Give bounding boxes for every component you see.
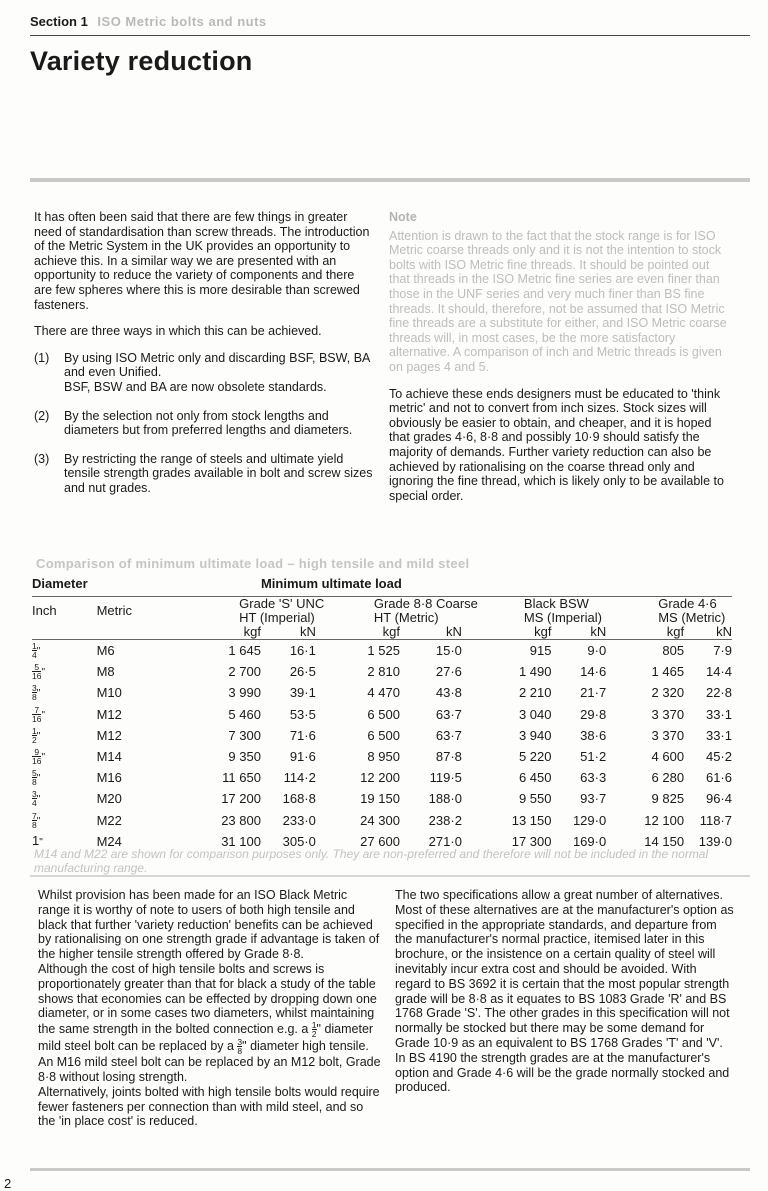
kn-cell: 188·0 [428, 791, 462, 807]
kgf-cell: 17 200 [221, 791, 261, 807]
fraction-numerator: 3 [237, 1037, 243, 1048]
kn-cell: 14·6 [580, 664, 607, 680]
inch-header: Inch [32, 603, 57, 618]
table-row [32, 704, 732, 725]
group-header-row-1 [32, 597, 732, 612]
kgf-cell: 13 150 [511, 812, 552, 828]
kgf-cell: 17 300 [511, 833, 552, 849]
alternatives-paragraph: Most of these alternatives are at the manufacturer's option as specified in the appropriate standards, and departure from the manufacturer's normal practice, itemised later in this brochure, or the insistence on a certain quality of steel will inevitably incur extra cost and should be avoided. With regard to BS 3692 it is certain that the most popular strength grade will be 8·8 as it equates to BS 1083 Grade 'R' and BS 1768 Grade 'S'. The other grades in this specification will not normally be stocked but there may be some demand for Grade 10·9 as an equivalent to BS 1768 Grades 'T' and 'V'. [395, 902, 734, 1050]
fraction-denominator: 2 [32, 734, 37, 745]
group-subheader: HT (Imperial) [239, 610, 315, 625]
kn-cell: 63·3 [580, 770, 607, 786]
kgf-cell: 2 320 [651, 685, 685, 701]
fraction-denominator: 4 [32, 798, 37, 809]
table-footnote: M14 and M22 are shown for comparison purposes only. They are non-preferred and therefore will not be included in the normal manufacturing range. [34, 847, 709, 875]
item-extra: BSF, BSW and BA are now obsolete standards. [64, 379, 327, 394]
inch-mark: " [36, 730, 41, 742]
kgf-cell: 23 800 [221, 812, 261, 828]
kn-cell: 91·6 [289, 749, 316, 765]
kgf-cell: 2 210 [518, 685, 552, 701]
ways-paragraph: There are three ways in which this can be achieved. [34, 324, 322, 339]
inch-value: 1 [32, 832, 40, 848]
footnote-rule [30, 875, 750, 877]
kgf-cell: 4 600 [651, 749, 685, 765]
kn-cell: 305·0 [282, 833, 316, 849]
item-text: By using ISO Metric only and discarding BSF, BSW, BA and even Unified. [64, 350, 370, 380]
specifications-paragraph: The two specifications allow a great number of alternatives. [395, 888, 723, 902]
kgf-cell: 12 200 [360, 770, 400, 786]
kn-cell: 87·8 [435, 749, 462, 765]
unit-kn: kN [551, 625, 622, 640]
item-number: (1) [34, 350, 50, 365]
kgf-cell: 24 300 [360, 812, 400, 828]
unit-kgf: kgf [478, 625, 552, 640]
kn-cell: 45·2 [705, 749, 732, 765]
inch-mark: " [36, 815, 41, 827]
kgf-cell: 1 525 [367, 643, 400, 658]
kn-cell: 38·6 [580, 727, 607, 743]
kn-cell: 26·5 [289, 664, 316, 680]
fraction-denominator: 16 [32, 671, 42, 682]
list-item [34, 452, 374, 496]
item-text: By restricting the range of steels and ultimate yield tensile strength grades available in bolt and screw sizes and nut grades. [64, 451, 373, 495]
kn-cell: 96·4 [705, 791, 732, 807]
group-subheader: HT (Metric) [373, 610, 439, 625]
kgf-cell: 8 950 [367, 749, 400, 765]
kn-cell: 118·7 [699, 812, 732, 828]
kn-cell: 22·8 [705, 685, 732, 701]
section-label: Section 1 [30, 14, 88, 29]
kgf-cell: 27 600 [360, 833, 400, 849]
kn-cell: 53·5 [289, 706, 316, 722]
kgf-cell: 9 550 [518, 791, 552, 807]
kn-cell: 61·6 [705, 770, 732, 786]
page-number: 2 [4, 1176, 12, 1191]
group-header: Grade 4·6 [658, 596, 717, 611]
kn-cell: 129·0 [572, 812, 607, 828]
metric-cell: M16 [96, 770, 122, 786]
table-row [32, 746, 732, 767]
section-header [30, 14, 267, 29]
load-table [32, 574, 732, 852]
cost-text: " diameter high tensile. An M16 mild steel bolt can be replaced by an M12 bolt, Grade 8·8 without losing strength. [38, 1038, 381, 1084]
group-header: Grade 'S' UNC [239, 596, 325, 611]
kn-cell: 119·5 [429, 770, 462, 786]
kgf-cell: 6 500 [367, 727, 400, 743]
kgf-cell: 7 300 [228, 727, 261, 743]
fraction-denominator: 8 [32, 777, 37, 788]
kgf-cell: 1 490 [518, 664, 552, 680]
inch-cell [32, 788, 97, 809]
note-column [389, 210, 727, 515]
kn-cell: 43·8 [435, 685, 462, 701]
table-row [32, 767, 732, 788]
inch-mark: " [41, 667, 46, 679]
unit-kgf: kgf [622, 625, 684, 640]
table-row [32, 640, 732, 662]
group-subheader: MS (Metric) [658, 610, 726, 625]
inch-cell [32, 640, 97, 662]
kgf-cell: 14 150 [644, 833, 685, 849]
inch-cell [32, 704, 97, 725]
unit-kn: kN [261, 625, 332, 640]
kn-cell: 71·6 [289, 727, 316, 743]
fraction-numerator: 5 [32, 663, 41, 672]
fraction-numerator: 1 [32, 641, 37, 652]
metric-cell: M6 [96, 643, 115, 658]
note-text: Attention is drawn to the fact that the stock range is for ISO Metric coarse threads only and it is not the intention to stock bolts with ISO Metric fine threads. It should be pointed out that threads in the ISO Metric fine series are even finer than those in the UNF series and very much finer than BS fine threads. It should, therefore, not be assumed that ISO Metric fine threads are a substitute for either, and ISO Metric coarse threads will, in most cases, be the more satisfactory alternative. A comparison of inch and Metric threads is given on pages 4 and 5. [389, 228, 727, 374]
min-load-label: Minimum ultimate load [260, 576, 402, 591]
group-header: Black BSW [523, 596, 589, 611]
bottom-left-column [38, 888, 382, 1129]
unit-kn: kN [684, 625, 732, 640]
kgf-cell: 9 350 [228, 749, 261, 765]
kgf-cell: 12 100 [644, 812, 685, 828]
inch-cell [32, 661, 97, 682]
kn-cell: 9·0 [587, 643, 607, 658]
cost-paragraph [38, 962, 382, 1085]
kgf-cell: 915 [529, 643, 552, 658]
inch-cell [32, 725, 97, 746]
kgf-cell: 6 450 [518, 770, 552, 786]
cost-text: Although the cost of high tensile bolts and screws is proportionately greater than that for black a study of the table shows that economies can be effected by dropping down one diameter, or in some cases two diameters, whilst maintaining the same strength in the bolted connection e.g. a [38, 961, 377, 1036]
diameter-label: Diameter [32, 576, 88, 591]
list-item [34, 351, 374, 395]
group-header: Grade 8·8 Coarse [373, 596, 478, 611]
kn-cell: 39·1 [289, 685, 316, 701]
kgf-cell: 9 825 [651, 791, 685, 807]
kn-cell: 33·1 [705, 727, 732, 743]
footer-rule [30, 1168, 750, 1171]
fraction-denominator: 8 [32, 692, 37, 703]
kgf-cell: 1 645 [228, 643, 261, 658]
provision-paragraph: Whilst provision has been made for an ISO Black Metric range it is worthy of note to users of both high tensile and black that further 'variety reduction' benefits can be achieved by rationalising on one strength grade if advantage is taken of the higher tensile strength offered by Grade 8·8. [38, 888, 380, 962]
kn-cell: 16·1 [289, 643, 316, 658]
kgf-cell: 6 500 [367, 706, 400, 722]
metric-cell: M12 [96, 706, 122, 722]
cost-text: " diameter mild steel bolt can be replaced by a [38, 1021, 374, 1053]
intro-paragraph: It has often been said that there are few things in greater need of standardisation than screw threads. The introduction of the Metric System in the UK provides an opportunity to achieve this. In a similar way we are presented with an opportunity to reduce the variety of components and there are few spheres where this is more desirable than screwed fasteners. [34, 210, 370, 312]
note-heading: Note [389, 210, 417, 224]
header-rule [30, 35, 750, 36]
fraction-denominator: 2 [311, 1029, 317, 1040]
unit-kgf: kgf [173, 625, 261, 640]
section-subtitle: ISO Metric bolts and nuts [97, 14, 267, 29]
fraction-denominator: 8 [237, 1046, 243, 1057]
metric-cell: M10 [96, 685, 122, 701]
metric-cell: M24 [96, 833, 122, 849]
kgf-cell: 2 700 [228, 664, 261, 680]
fraction-numerator: 1 [311, 1020, 317, 1031]
inch-mark: " [36, 794, 41, 806]
kn-cell: 15·0 [435, 643, 462, 658]
kn-cell: 21·7 [580, 685, 607, 701]
inch-mark: " [36, 646, 41, 657]
inch-mark: " [41, 709, 46, 721]
kn-cell: 14·4 [705, 664, 732, 680]
kn-cell: 29·8 [580, 706, 607, 722]
intro-column [34, 210, 374, 510]
kgf-cell: 2 810 [367, 664, 400, 680]
table-caption: Comparison of minimum ultimate load – high tensile and mild steel [36, 556, 470, 571]
kn-cell: 51·2 [580, 749, 607, 765]
fraction-denominator: 4 [32, 650, 37, 661]
inch-mark: " [39, 836, 43, 848]
bs4190-paragraph: In BS 4190 the strength grades are at the manufacturer's option and Grade 4·6 will be the grade normally stocked and produced. [395, 1050, 730, 1095]
kgf-cell: 1 465 [651, 664, 685, 680]
fraction-numerator: 3 [32, 683, 37, 694]
kgf-cell: 31 100 [221, 833, 261, 849]
kgf-cell: 3 990 [228, 685, 261, 701]
metric-cell: M8 [96, 664, 115, 680]
kn-cell: 93·7 [580, 791, 607, 807]
list-item [34, 409, 374, 438]
kgf-cell: 805 [662, 643, 685, 658]
kgf-cell: 6 280 [651, 770, 685, 786]
kn-cell: 33·1 [705, 706, 732, 722]
kgf-cell: 3 040 [518, 706, 552, 722]
fraction-numerator: 3 [32, 789, 37, 800]
page-title: Variety reduction [30, 46, 253, 76]
table-row [32, 661, 732, 682]
kn-cell: 7·9 [713, 643, 732, 658]
unit-row [32, 625, 732, 640]
kn-cell: 114·2 [283, 770, 316, 786]
kgf-cell: 11 650 [222, 770, 261, 786]
inch-cell [32, 682, 97, 703]
fraction-numerator: 7 [32, 706, 41, 715]
item-text: By the selection not only from stock lengths and diameters but from preferred lengths and diameters. [64, 408, 353, 438]
kn-cell: 27·6 [435, 664, 462, 680]
table-row [32, 788, 732, 809]
kn-cell: 168·8 [282, 791, 316, 807]
metric-cell: M20 [96, 791, 122, 807]
bottom-right-column [395, 888, 735, 1095]
inch-cell [32, 810, 97, 831]
inch-cell [32, 746, 97, 767]
metric-cell: M22 [96, 812, 122, 828]
kgf-cell: 3 370 [651, 727, 685, 743]
group-subheader: MS (Imperial) [523, 610, 602, 625]
kn-cell: 169·0 [572, 833, 607, 849]
kgf-cell: 4 470 [367, 685, 400, 701]
kn-cell: 63·7 [435, 727, 462, 743]
table-row [32, 682, 732, 703]
unit-kgf: kgf [332, 625, 400, 640]
unit-kn: kN [400, 625, 478, 640]
fraction-numerator: 9 [32, 748, 41, 757]
kgf-cell: 5 220 [518, 749, 552, 765]
kgf-cell: 3 940 [518, 727, 552, 743]
kn-cell: 233·0 [282, 812, 316, 828]
inch-mark: " [36, 688, 41, 700]
table-row [32, 725, 732, 746]
table-header-row [32, 574, 732, 594]
metric-cell: M14 [96, 749, 122, 765]
kn-cell: 271·0 [428, 833, 462, 849]
inch-cell [32, 767, 97, 788]
fraction-denominator: 16 [32, 713, 42, 724]
item-number: (3) [34, 451, 50, 466]
title-rule [30, 178, 750, 182]
kgf-cell: 5 460 [228, 706, 261, 722]
kgf-cell: 3 370 [651, 706, 685, 722]
fraction-denominator: 8 [32, 819, 37, 830]
designers-paragraph: To achieve these ends designers must be educated to 'think metric' and not to convert from inch sizes. Stock sizes will obviously be easier to obtain, and cheaper, and it is hoped that grades 4·6, 8·8 and possibly 10·9 should satisfy the majority of demands. Further variety reduction can also be achieved by rationalising on the coarse thread only and ignoring the fine thread, which is likely only to be available to special order. [389, 386, 724, 503]
fraction-denominator: 16 [32, 756, 42, 767]
metric-header: Metric [96, 603, 132, 618]
table-row [32, 810, 732, 831]
kn-cell: 238·2 [428, 812, 462, 828]
fraction-numerator: 5 [32, 768, 37, 779]
kn-cell: 139·0 [698, 833, 732, 849]
inch-mark: " [41, 752, 46, 764]
alternatively-paragraph: Alternatively, joints bolted with high tensile bolts would require fewer fasteners per connection than with mild steel, and so the 'in place cost' is reduced. [38, 1084, 380, 1129]
metric-cell: M12 [96, 727, 122, 743]
fraction-numerator: 1 [32, 725, 37, 736]
inch-mark: " [36, 773, 41, 785]
fraction-numerator: 7 [32, 810, 37, 821]
kgf-cell: 19 150 [360, 791, 400, 807]
kn-cell: 63·7 [435, 706, 462, 722]
item-number: (2) [34, 408, 50, 423]
